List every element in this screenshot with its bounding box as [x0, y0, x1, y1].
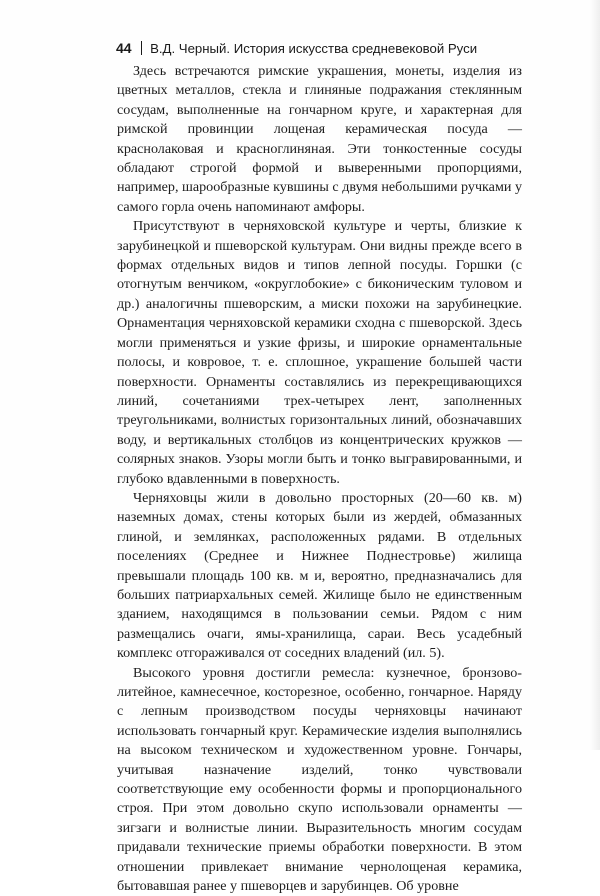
running-title: В.Д. Черный. История искусства средневековой Руси: [150, 40, 478, 56]
running-header: [116, 38, 477, 58]
paragraph-2: Присутствуют в черняховской культуре и черты, близкие к зарубинецкой и пшеворской культурам. Они видны прежде всего в формах отдельных видов и типов лепной посуды. Горшки (с отогнутым венчиком, «округлобокие» с биконическим туловом и др.) аналогичны пшеворским, а миски похожи на зарубинецкие. Орнаментация черняховской керамики сходна с пшеворской. Здесь могли применяться и узкие фризы, и широкие орнаментальные полосы, и ковровое, т. е. сплошное, украшение большей части поверхности. Орнаменты составлялись из перекрещивающихся линий, сочетаниями трех-четырех лент, заполненных треугольниками, волнистых горизонтальных линий, обозначавших воду, и вертикальных столбцов из концентрических кружков — солярных знаков. Узоры могли быть и тонко выгравированными, и глубоко вдавленными в поверхность.: [117, 218, 522, 487]
page-edge-shadow: [590, 0, 600, 750]
paragraph-1: Здесь встречаются римские украшения, монеты, изделия из цветных металлов, стекла и глиняные подражания стеклянным сосудам, выполненные на гончарном круге, и характерная для римской провинции лощеная керамическая посуда — краснолаковая и красноглиняная. Эти тонкостенные сосуды обладают строгой формой и выверенными пропорциями, например, шарообразные кувшины с двумя небольшими ручками у самого горла очень напоминают амфоры.: [117, 63, 522, 215]
header-divider: [141, 41, 143, 55]
page-number: 44: [116, 40, 132, 56]
paragraph-4: Высокого уровня достигли ремесла: кузнечное, бронзово-литейное, камнесечное, косторезное, особенно, гончарное. Наряду с лепным производством посуды черняховцы начинают использовать гончарный круг. Керамические изделия выполнялись на высоком техническом и художественном уровне. Гончары, учитывая назначение изделий, тонко чувствовали соответствующие ему особенности формы и пропорционального строя. При этом довольно скупо использовали орнаменты — зигзаги и волнистые линии. Выразительность многим сосудам придавали технические приемы обработки поверхности. В этом отношении привлекает внимание чернолощеная керамика, бытовавшая ранее у пшеворцев и зарубинцев. Об уровне: [117, 664, 522, 895]
body-text: [117, 62, 522, 896]
paragraph-3: Черняховцы жили в довольно просторных (20—60 кв. м) наземных домах, стены которых были из жердей, обмазанных глиной, и землянках, расположенных рядами. В отдельных поселениях (Среднее и Нижнее Поднестровье) жилища превышали площадь 100 кв. м и, вероятно, предназначались для больших патриархальных семей. Жилище было не единственным зданием, находящимся в пользовании семьи. Рядом с ним размещались очаги, ямы-хранилища, сараи. Весь усадебный комплекс отгораживался от соседних владений (ил. 5).: [117, 489, 522, 662]
